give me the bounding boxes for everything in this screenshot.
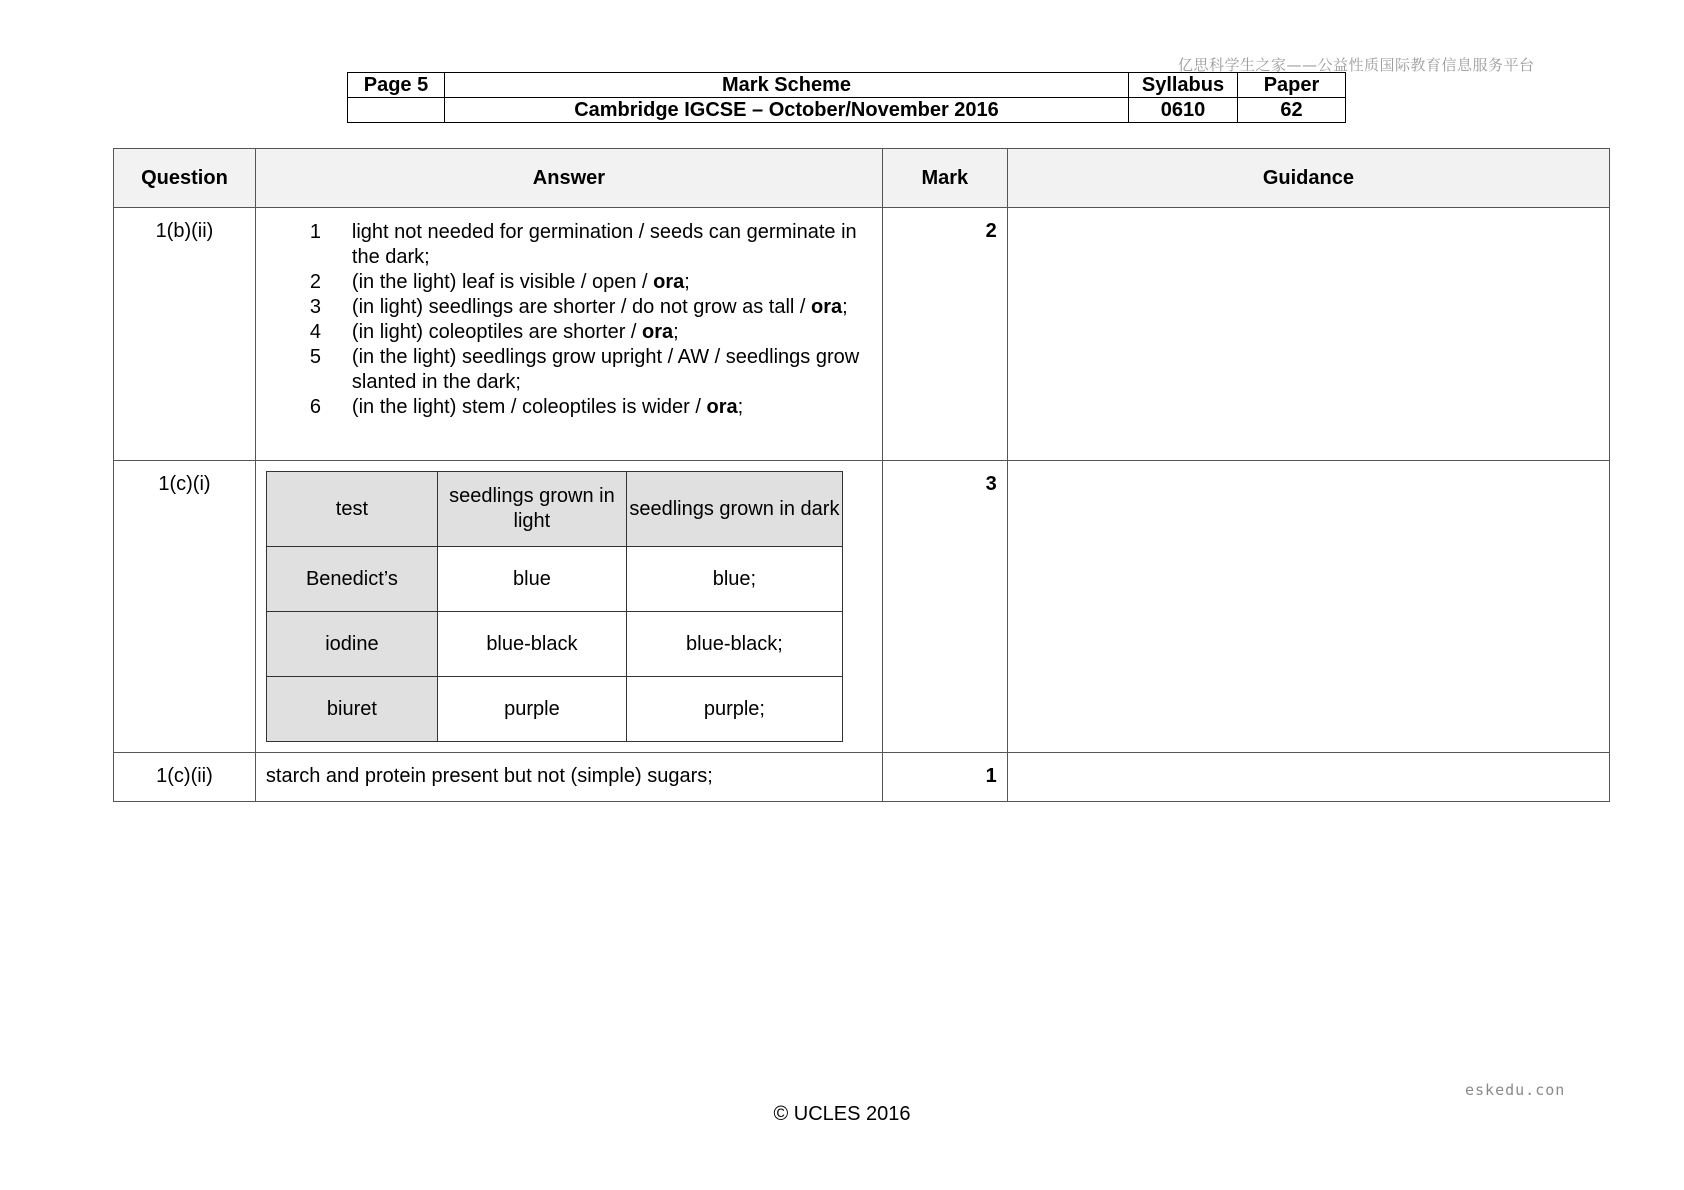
guidance-cell (1007, 208, 1609, 461)
dark-result: blue-black; (626, 612, 842, 677)
point-text (352, 395, 872, 420)
question-number: 1(c)(i) (114, 461, 256, 753)
test-table-header-row (266, 472, 842, 547)
point-number: 1 (309, 221, 322, 243)
point-text-end: ; (673, 321, 679, 343)
list-item (266, 320, 872, 345)
point-text (352, 270, 872, 295)
mark-value: 2 (882, 208, 1007, 461)
mark-value: 1 (882, 753, 1007, 802)
point-number: 3 (309, 296, 322, 318)
point-text-end: ; (842, 296, 848, 318)
point-number: 4 (309, 321, 322, 343)
table-row (266, 677, 842, 742)
test-name: biuret (266, 677, 437, 742)
watermark-bottom: eskedu.con (1465, 1081, 1566, 1099)
point-number: 5 (309, 346, 322, 368)
test-results-table (266, 471, 843, 742)
table-row (114, 753, 1610, 802)
point-text (352, 320, 872, 345)
table-row (266, 612, 842, 677)
point-text-main: (in light) coleoptiles are shorter / (351, 321, 643, 343)
point-text-main: (in the light) leaf is visible / open / (351, 271, 654, 293)
list-item (266, 295, 872, 320)
table-row (114, 461, 1610, 753)
light-result: purple (437, 677, 626, 742)
exam-name: Cambridge IGCSE – October/November 2016 (445, 98, 1129, 123)
question-number: 1(c)(ii) (114, 753, 256, 802)
paper-number: 62 (1238, 98, 1346, 123)
point-text-bold: ora (811, 296, 843, 318)
point-text-bold: ora (642, 321, 674, 343)
point-text: (in the light) seedlings grow upright / AW / seedlings grow slanted in the dark; (351, 346, 860, 393)
point-text (352, 295, 872, 320)
light-result: blue (437, 547, 626, 612)
watermark-top: 亿思科学生之家——公益性质国际教育信息服务平台 (1178, 56, 1535, 74)
question-number: 1(b)(ii) (114, 208, 256, 461)
guidance-cell (1007, 461, 1609, 753)
table-header-row (114, 149, 1610, 208)
answer-text: starch and protein present but not (simple) sugars; (255, 753, 882, 802)
point-text-main: (in the light) stem / coleoptiles is wider / (351, 396, 707, 418)
point-text: light not needed for germination / seeds can germinate in the dark; (351, 221, 857, 268)
table-row (266, 547, 842, 612)
column-header-answer: Answer (255, 149, 882, 208)
guidance-cell (1007, 753, 1609, 802)
list-item (266, 345, 872, 395)
point-text-bold: ora (706, 396, 738, 418)
syllabus-code: 0610 (1129, 98, 1238, 123)
answer-cell (255, 208, 882, 461)
test-name: Benedict’s (266, 547, 437, 612)
point-number: 2 (309, 271, 322, 293)
light-result: blue-black (437, 612, 626, 677)
point-text-end: ; (684, 271, 690, 293)
mark-scheme-table (113, 148, 1610, 802)
dark-result: purple; (626, 677, 842, 742)
column-header-mark: Mark (882, 149, 1007, 208)
copyright-footer: © UCLES 2016 (773, 1103, 911, 1125)
mark-value: 3 (882, 461, 1007, 753)
dark-header: seedlings grown in dark (626, 472, 842, 547)
point-text-end: ; (737, 396, 744, 418)
light-header: seedlings grown in light (437, 472, 626, 547)
paper-label: Paper (1238, 73, 1346, 98)
list-item (266, 220, 872, 270)
document-title: Mark Scheme (445, 73, 1129, 98)
list-item (266, 395, 872, 420)
dark-result: blue; (626, 547, 842, 612)
column-header-guidance: Guidance (1007, 149, 1609, 208)
test-name: iodine (266, 612, 437, 677)
answer-points (266, 220, 872, 420)
page-number: Page 5 (348, 73, 445, 98)
list-item (266, 270, 872, 295)
header-empty-cell (348, 98, 445, 123)
column-header-question: Question (114, 149, 256, 208)
point-number: 6 (309, 396, 322, 418)
answer-cell (255, 461, 882, 753)
page-header (347, 72, 1346, 123)
test-header: test (266, 472, 437, 547)
syllabus-label: Syllabus (1129, 73, 1238, 98)
table-row (114, 208, 1610, 461)
point-text-bold: ora (653, 271, 685, 293)
point-text-main: (in light) seedlings are shorter / do not grow as tall / (351, 296, 812, 318)
